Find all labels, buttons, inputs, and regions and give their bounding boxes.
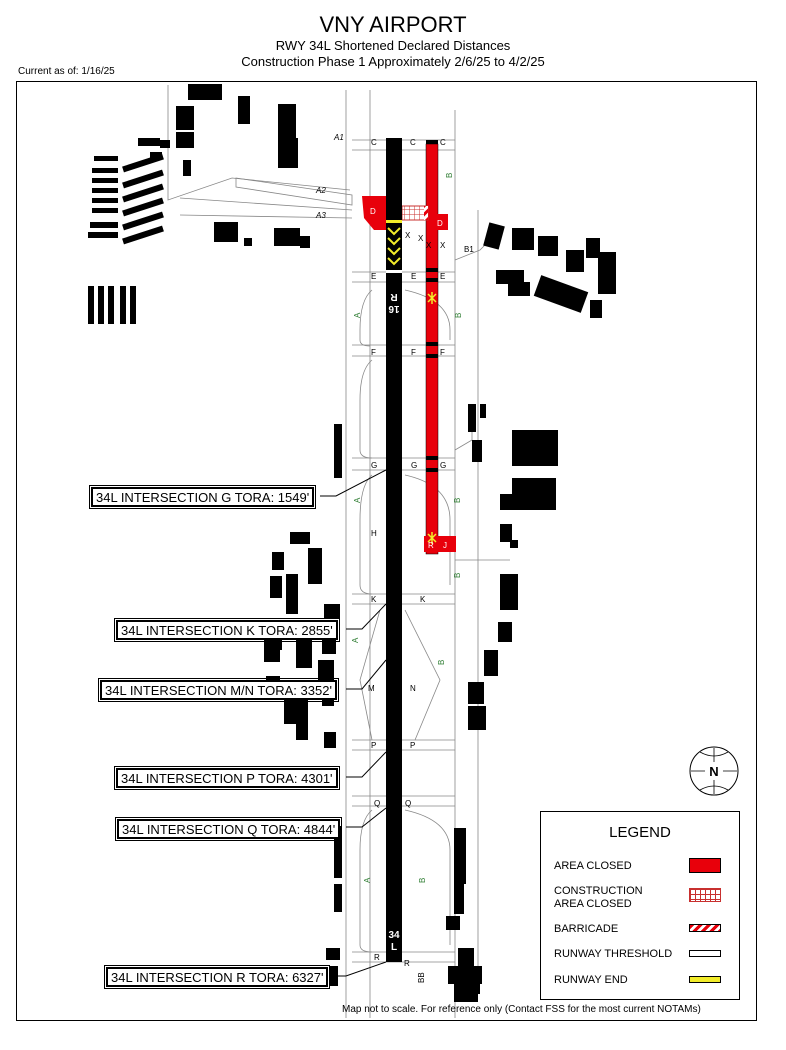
taxiway-label-a-2: A <box>353 497 362 503</box>
taxiway-label-b-4: B <box>437 659 446 665</box>
callout-intersection-q: 34L INTERSECTION Q TORA: 4844' <box>117 819 340 839</box>
callout-intersection-k: 34L INTERSECTION K TORA: 2855' <box>116 620 338 640</box>
legend-swatch-barricade <box>689 924 721 932</box>
taxiway-label-e-east: E <box>440 272 446 281</box>
callout-intersection-mn: 34L INTERSECTION M/N TORA: 3352' <box>100 680 337 700</box>
taxiway-label-r-west: R <box>374 953 380 962</box>
page-subtitle: RWY 34L Shortened Declared Distances <box>275 38 511 53</box>
taxiway-label-a2: A2 <box>316 186 326 195</box>
legend-label-construction-area-closed: CONSTRUCTION AREA CLOSED <box>554 885 643 910</box>
taxiway-label-r-east: R <box>404 959 410 968</box>
taxiway-label-k-west: K <box>371 595 377 604</box>
runway-16r-number: 16 <box>388 303 400 314</box>
callout-intersection-r: 34L INTERSECTION R TORA: 6327' <box>106 967 328 987</box>
taxiway-label-q-west: Q <box>374 799 381 808</box>
legend-swatch-runway-threshold <box>689 950 721 957</box>
runway-34l-number: 34 <box>388 930 400 941</box>
taxiway-label-f-east: F <box>440 348 445 357</box>
taxiway-label-g-west: G <box>371 461 378 470</box>
taxiway-label-g-east: G <box>440 461 447 470</box>
runway-34l-side: L <box>390 942 398 953</box>
runway-16r-side: R <box>390 291 398 302</box>
compass-north-label: N <box>709 764 719 779</box>
taxiway-label-d-west: D <box>370 207 376 216</box>
taxiway-label-g-mid: G <box>411 461 418 470</box>
runway-threshold-marker <box>386 270 402 273</box>
taxiway-label-c-mid: C <box>410 138 416 147</box>
taxiway-label-f-west: F <box>371 348 376 357</box>
callout-intersection-p: 34L INTERSECTION P TORA: 4301' <box>116 768 338 788</box>
taxiway-label-p-east: P <box>410 741 416 750</box>
legend-label-barricade: BARRICADE <box>554 923 619 935</box>
taxiway-label-a-4: A <box>363 877 372 883</box>
taxiway-label-x-2: X <box>418 234 424 243</box>
taxiway-label-j: J <box>443 541 447 550</box>
legend-label-runway-threshold: RUNWAY THRESHOLD <box>554 948 673 960</box>
taxiway-label-b-2: B <box>453 497 462 503</box>
taxiway-label-e-mid: E <box>411 272 417 281</box>
taxiway-label-n: N <box>410 684 416 693</box>
compass-icon <box>690 747 738 795</box>
taxiway-label-f-mid: F <box>411 348 416 357</box>
taxiway-label-d-east: D <box>437 219 443 228</box>
closed-areas <box>362 138 456 554</box>
legend-swatch-runway-end <box>689 976 721 983</box>
taxiway-label-x-3: X <box>426 241 432 250</box>
taxiway-label-a-1: A <box>353 312 362 318</box>
legend-title: LEGEND <box>609 824 671 841</box>
current-as-of: Current as of: 1/16/25 <box>18 66 115 77</box>
taxiway-label-b1: B1 <box>464 245 474 254</box>
taxiway-label-b-5: B <box>418 877 427 883</box>
buildings <box>88 84 619 1002</box>
disclaimer-note: Map not to scale. For reference only (Contact FSS for the most current NOTAMs) <box>342 1004 701 1015</box>
taxiway-label-a1: A1 <box>334 133 344 142</box>
taxiway-label-bb: BB <box>417 972 426 983</box>
legend-label-runway-end: RUNWAY END <box>554 974 628 986</box>
legend <box>540 811 740 1000</box>
taxiway-label-p-west: P <box>371 741 377 750</box>
taxiway-label-h: H <box>371 529 377 538</box>
taxiway-label-m: M <box>368 684 375 693</box>
taxiway-label-a-3: A <box>351 637 360 643</box>
taxiway-label-q-east: Q <box>405 799 412 808</box>
construction-phase: Construction Phase 1 Approximately 2/6/25 to 4/2/25 <box>241 54 545 69</box>
taxiway-label-b-1: B <box>454 312 463 318</box>
taxiway-label-b-3: B <box>453 572 462 578</box>
taxiway-label-e-west: E <box>371 272 377 281</box>
runway-end-marker <box>386 220 402 223</box>
taxiway-label-k-east: K <box>420 595 426 604</box>
taxiway-label-c-west: C <box>371 138 377 147</box>
taxiway-label-c-east: C <box>440 138 446 147</box>
page-title: VNY AIRPORT <box>319 12 467 37</box>
callout-intersection-g: 34L INTERSECTION G TORA: 1549' <box>91 487 314 507</box>
callout-leaders <box>320 470 386 976</box>
taxiway-label-a3: A3 <box>316 211 326 220</box>
taxiway-label-r-closed: R <box>428 541 434 550</box>
taxiway-label-x-4: X <box>440 241 446 250</box>
taxiway-label-b-north: B <box>445 172 454 178</box>
legend-swatch-construction-area-closed <box>689 888 721 902</box>
legend-label-area-closed: AREA CLOSED <box>554 860 632 872</box>
taxiway-labels-vertical <box>351 173 463 883</box>
taxiway-label-x-1: X <box>405 231 411 240</box>
legend-swatch-area-closed <box>689 858 721 873</box>
